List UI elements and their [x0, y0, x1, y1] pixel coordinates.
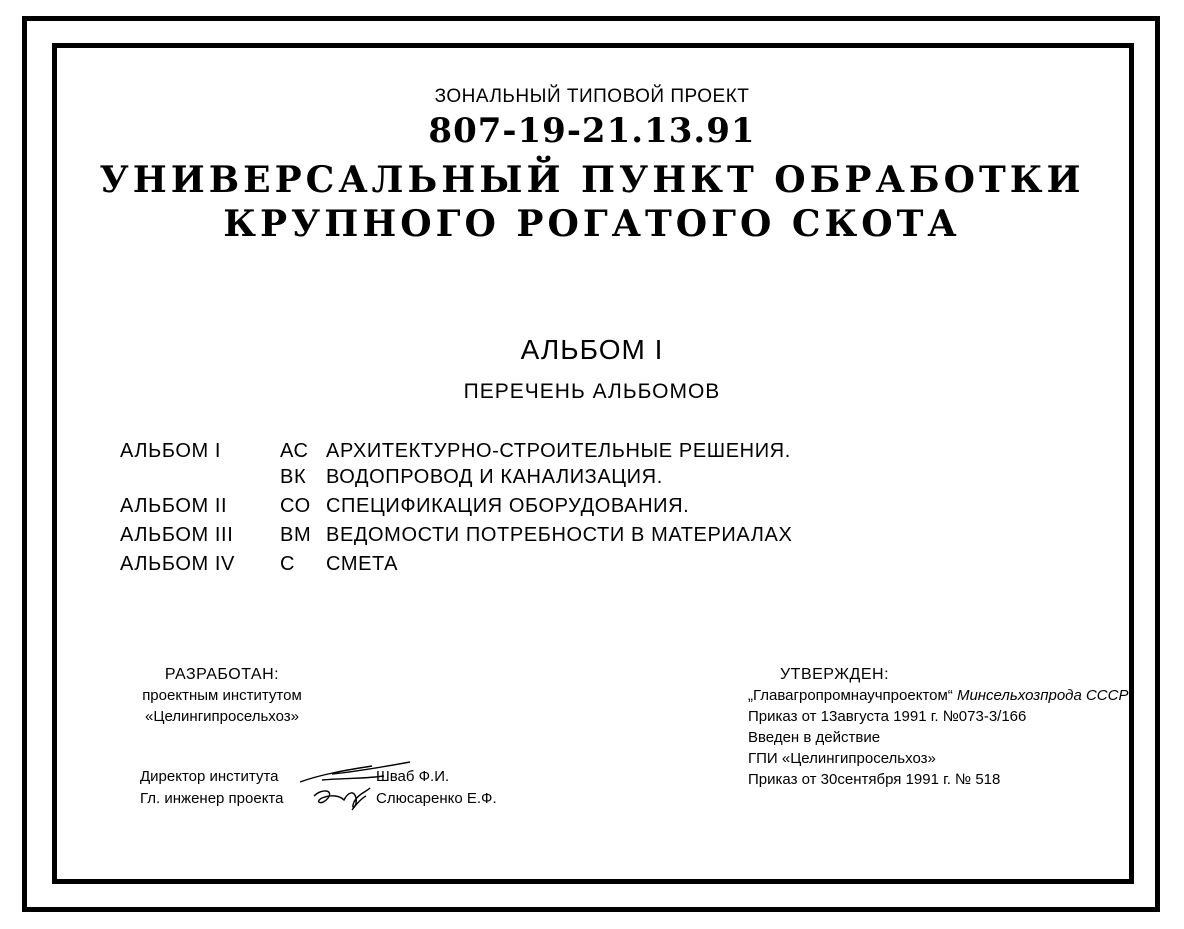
approval-order-date: 13августа	[820, 708, 890, 725]
album-description: СМЕТА	[326, 553, 399, 575]
project-number: 807-19-21.13.91	[428, 111, 756, 151]
developed-by-institute: «Целингипросельхоз»	[145, 708, 299, 725]
approval-order-number: 1991 г. №073-3/166	[893, 708, 1027, 725]
introduction-order-number: 1991 г. № 518	[905, 771, 1001, 788]
introduction-order	[748, 769, 1128, 790]
album-code: АС	[280, 440, 309, 462]
approved-block	[748, 664, 1128, 790]
album-code: ВМ	[280, 524, 312, 546]
album-description: ВЕДОМОСТИ ПОТРЕБНОСТИ В МАТЕРИАЛАХ	[326, 524, 793, 546]
engineer-name: Слюсаренко Е.Ф.	[376, 790, 497, 807]
album-number: АЛЬБОМ III	[120, 524, 234, 546]
album-description: СПЕЦИФИКАЦИЯ ОБОРУДОВАНИЯ.	[326, 495, 690, 517]
approving-ministry: Минсельхозпрода СССР	[956, 687, 1129, 704]
developed-by-line1: проектным институтом	[142, 687, 302, 704]
approved-heading: УТВЕРЖДЕН:	[780, 666, 890, 683]
introduced-line1: Введен в действие	[748, 729, 881, 746]
main-title-line2: КРУПНОГО РОГАТОГО СКОТА	[223, 203, 961, 245]
director-name: Шваб Ф.И.	[376, 768, 450, 785]
engineer-role: Гл. инженер проекта	[140, 790, 284, 807]
album-number: АЛЬБОМ I	[120, 440, 222, 462]
album-number: АЛЬБОМ II	[120, 495, 228, 517]
director-role: Директор института	[140, 768, 279, 785]
approving-organization	[748, 685, 1128, 706]
album-code: СО	[280, 495, 311, 517]
main-title	[0, 158, 1184, 246]
introduced-line2: ГПИ «Целингипросельхоз»	[748, 750, 936, 767]
album-code: С	[280, 553, 296, 575]
approval-order	[748, 706, 1128, 727]
main-title-line1: УНИВЕРСАЛЬНЫЙ ПУНКТ ОБРАБОТКИ	[99, 159, 1085, 201]
album-list-heading: ПЕРЕЧЕНЬ АЛЬБОМОВ	[463, 380, 721, 403]
director-signature-row	[140, 766, 520, 788]
album-number: АЛЬБОМ IV	[120, 553, 235, 575]
album-code: ВК	[280, 466, 307, 488]
album-description: АРХИТЕКТУРНО-СТРОИТЕЛЬНЫЕ РЕШЕНИЯ.	[326, 440, 791, 462]
developed-by-heading: РАЗРАБОТАН:	[164, 666, 280, 683]
developed-by-block	[132, 664, 312, 727]
album-heading: АЛЬБОМ I	[520, 334, 664, 365]
engineer-signature-row	[140, 788, 520, 810]
introduction-order-prefix: Приказ от	[748, 771, 817, 788]
approving-org-name: „Главагропромнаучпроектом“	[748, 687, 953, 704]
project-type-subtitle: ЗОНАЛЬНЫЙ ТИПОВОЙ ПРОЕКТ	[434, 86, 750, 107]
introduction-order-date: 30сентября	[820, 771, 902, 788]
album-description: ВОДОПРОВОД И КАНАЛИЗАЦИЯ.	[326, 466, 663, 488]
signatures-block	[140, 766, 520, 810]
approval-order-prefix: Приказ от	[748, 708, 817, 725]
